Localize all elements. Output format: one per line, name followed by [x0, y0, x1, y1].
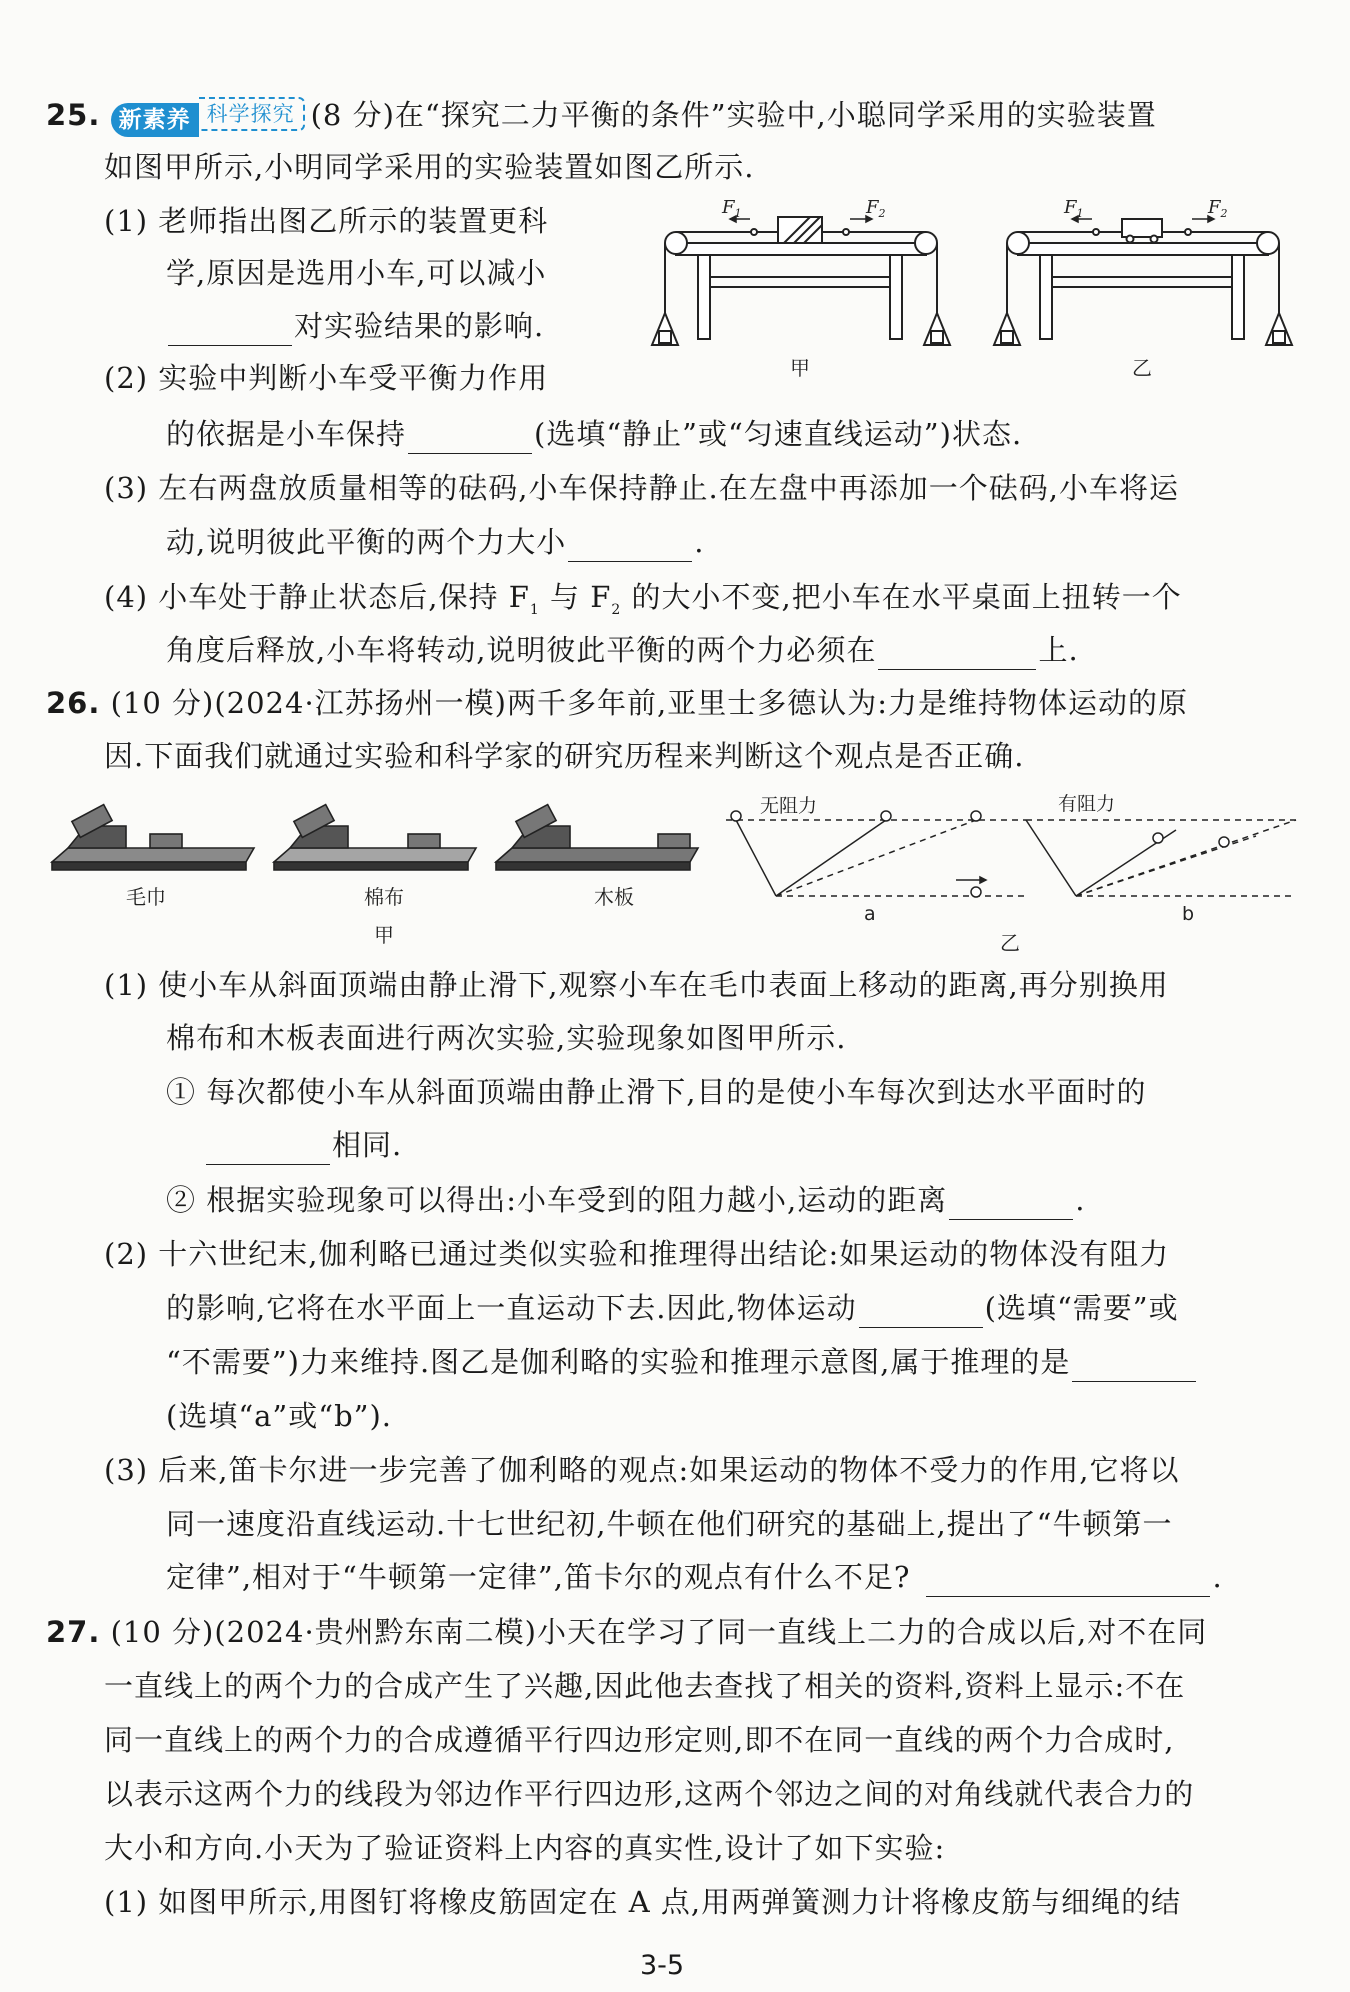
answer-blank[interactable] — [408, 423, 532, 454]
force-label-f2: $F_2$ — [1208, 197, 1228, 220]
surface-board — [496, 805, 698, 870]
q25-p3-line-2 — [166, 522, 704, 562]
q25-p4-line-2 — [166, 630, 1079, 670]
q25-p3-text-a: 动,说明彼此平衡的两个力大小 — [166, 525, 567, 559]
q26-p2-text-b: (选填“需要”或 — [984, 1291, 1179, 1325]
question-number: 25. — [46, 98, 101, 132]
caption-cotton: 棉布 — [364, 885, 404, 909]
q25-apparatus-figure — [650, 195, 1310, 385]
q26-line-1 — [46, 683, 1188, 723]
surface-cotton — [274, 805, 476, 870]
q25-p4-text-d: 角度后释放,小车将转动,说明彼此平衡的两个力必须在 — [166, 633, 877, 667]
badge-sub: 科学探究 — [199, 97, 305, 131]
q26-p1-line-2: 棉布和木板表面进行两次实验,实验现象如图甲所示. — [166, 1021, 847, 1055]
figure-caption-yi: 乙 — [1000, 931, 1020, 955]
q25-p4-text-a: (4) 小车处于静止状态后,保持 F — [104, 580, 530, 614]
galileo-diagram-a — [726, 811, 1026, 897]
q25-p1-line-2: 学,原因是选用小车,可以减小 — [166, 256, 547, 290]
q27-line-3: 同一直线上的两个力的合成遵循平行四边形定则,即不在同一直线的两个力合成时, — [104, 1723, 1175, 1757]
q26-p2-text-a: 的影响,它将在水平面上一直运动下去.因此,物体运动 — [166, 1291, 857, 1325]
q26-s1-line-1: ① 每次都使小车从斜面顶端由静止滑下,目的是使小车每次到达水平面时的 — [166, 1075, 1147, 1109]
figure-caption-jia: 甲 — [374, 923, 394, 947]
q26-p1-line-1: (1) 使小车从斜面顶端由静止滑下,观察小车在毛巾表面上移动的距离,再分别换用 — [104, 968, 1169, 1002]
q25-p1-line-1: (1) 老师指出图乙所示的装置更科 — [104, 204, 549, 238]
figure-caption-yi: 乙 — [1132, 356, 1152, 380]
answer-blank[interactable] — [168, 315, 292, 346]
q25-p2-text-a: 的依据是小车保持 — [166, 417, 407, 451]
caption-towel: 毛巾 — [126, 885, 166, 909]
answer-blank[interactable] — [1072, 1351, 1196, 1382]
badge-main: 新素养 — [111, 103, 199, 137]
q25-p1-line-3 — [166, 306, 544, 346]
q26-p3-line-1: (3) 后来,笛卡尔进一步完善了伽利略的观点:如果运动的物体不受力的作用,它将以 — [104, 1453, 1180, 1487]
q26-p2-text-c: “不需要”)力来维持.图乙是伽利略的实验和推理示意图,属于推理的是 — [166, 1345, 1071, 1379]
label-with-resistance: 有阻力 — [1058, 793, 1116, 815]
answer-blank[interactable] — [859, 1297, 983, 1328]
q27-line-1 — [46, 1612, 1207, 1652]
caption-board: 木板 — [594, 885, 634, 909]
q26-p3-text-b: . — [1212, 1560, 1223, 1594]
q26-p3-text-a: 定律”,相对于“牛顿第一定律”,笛卡尔的观点有什么不足? — [166, 1560, 911, 1594]
q26-line-2: 因.下面我们就通过实验和科学家的研究历程来判断这个观点是否正确. — [104, 739, 1025, 773]
q25-p1-text: 对实验结果的影响. — [294, 309, 545, 343]
q25-p4-text-e: 上. — [1038, 633, 1079, 667]
force-label-f1: $F_1$ — [722, 197, 742, 220]
q25-p2-line-2 — [166, 414, 1022, 454]
q26-p2-line-4: (选填“a”或“b”). — [166, 1399, 393, 1433]
apparatus-jia — [652, 217, 950, 345]
subscript: 2 — [611, 601, 622, 618]
q27-line-2: 一直线上的两个力的合成产生了兴趣,因此他去查找了相关的资料,资料上显示:不在 — [104, 1669, 1186, 1703]
label-no-resistance: 无阻力 — [760, 795, 818, 817]
surface-towel — [52, 805, 254, 870]
literacy-badge — [111, 97, 305, 131]
label-a: a — [864, 903, 876, 925]
answer-blank[interactable] — [206, 1134, 330, 1165]
subscript: 1 — [529, 601, 540, 618]
q27-text-1: (10 分)(2024·贵州黔东南二模)小天在学习了同一直线上二力的合成以后,对不在同 — [110, 1615, 1208, 1649]
q25-p4-line-1 — [104, 577, 1182, 630]
q25-p2-text-b: (选填“静止”或“匀速直线运动”)状态. — [534, 417, 1023, 451]
q27-line-5: 大小和方向.小天为了验证资料上内容的真实性,设计了如下实验: — [104, 1831, 946, 1865]
answer-blank[interactable] — [568, 531, 692, 562]
answer-blank[interactable] — [926, 1566, 1210, 1597]
q26-friction-figure — [46, 790, 1306, 960]
answer-blank[interactable] — [949, 1189, 1073, 1220]
galileo-diagram-b — [1026, 820, 1296, 896]
label-b: b — [1182, 903, 1195, 925]
q25-p3-line-1: (3) 左右两盘放质量相等的砝码,小车保持静止.在左盘中再添加一个砝码,小车将运 — [104, 471, 1179, 505]
question-number: 27. — [46, 1615, 101, 1649]
q26-s1-line-2 — [204, 1125, 402, 1165]
q26-text-1: (10 分)(2024·江苏扬州一模)两千多年前,亚里士多德认为:力是维持物体运动的原 — [110, 686, 1188, 720]
q26-p3-line-3 — [166, 1557, 1223, 1597]
q25-p4-text-c: 的大小不变,把小车在水平桌面上扭转一个 — [621, 580, 1182, 614]
q26-s2-text-a: ② 根据实验现象可以得出:小车受到的阻力越小,运动的距离 — [166, 1183, 948, 1217]
q27-line-4: 以表示这两个力的线段为邻边作平行四边形,这两个邻边之间的对角线就代表合力的 — [104, 1777, 1195, 1811]
q25-line-2: 如图甲所示,小明同学采用的实验装置如图乙所示. — [104, 150, 755, 184]
q25-p2-line-1: (2) 实验中判断小车受平衡力作用 — [104, 361, 549, 395]
force-label-f2: $F_2$ — [866, 197, 886, 220]
q26-s2-line — [166, 1180, 1085, 1220]
q25-p4-text-b: 与 F — [539, 580, 612, 614]
q25-p3-text-b: . — [694, 525, 705, 559]
figure-caption-jia: 甲 — [790, 356, 810, 380]
page-number: 3-5 — [640, 1950, 685, 1981]
q26-p2-line-1: (2) 十六世纪末,伽利略已通过类似实验和推理得出结论:如果运动的物体没有阻力 — [104, 1237, 1170, 1271]
q26-s1-text: 相同. — [332, 1128, 403, 1162]
q26-p2-line-2 — [166, 1288, 1179, 1328]
answer-blank[interactable] — [878, 639, 1036, 670]
q26-p3-line-2: 同一速度沿直线运动.十七世纪初,牛顿在他们研究的基础上,提出了“牛顿第一 — [166, 1507, 1173, 1541]
question-number: 26. — [46, 686, 101, 720]
q25-text-1: (8 分)在“探究二力平衡的条件”实验中,小聪同学采用的实验装置 — [310, 98, 1157, 132]
apparatus-yi — [994, 219, 1292, 345]
q27-p1-line-1: (1) 如图甲所示,用图钉将橡皮筋固定在 A 点,用两弹簧测力计将橡皮筋与细绳的结 — [104, 1885, 1182, 1919]
q26-p2-line-3 — [166, 1342, 1198, 1382]
q25-line-1 — [46, 95, 1157, 135]
force-label-f1: $F_1$ — [1064, 197, 1084, 220]
q26-s2-text-b: . — [1075, 1183, 1086, 1217]
